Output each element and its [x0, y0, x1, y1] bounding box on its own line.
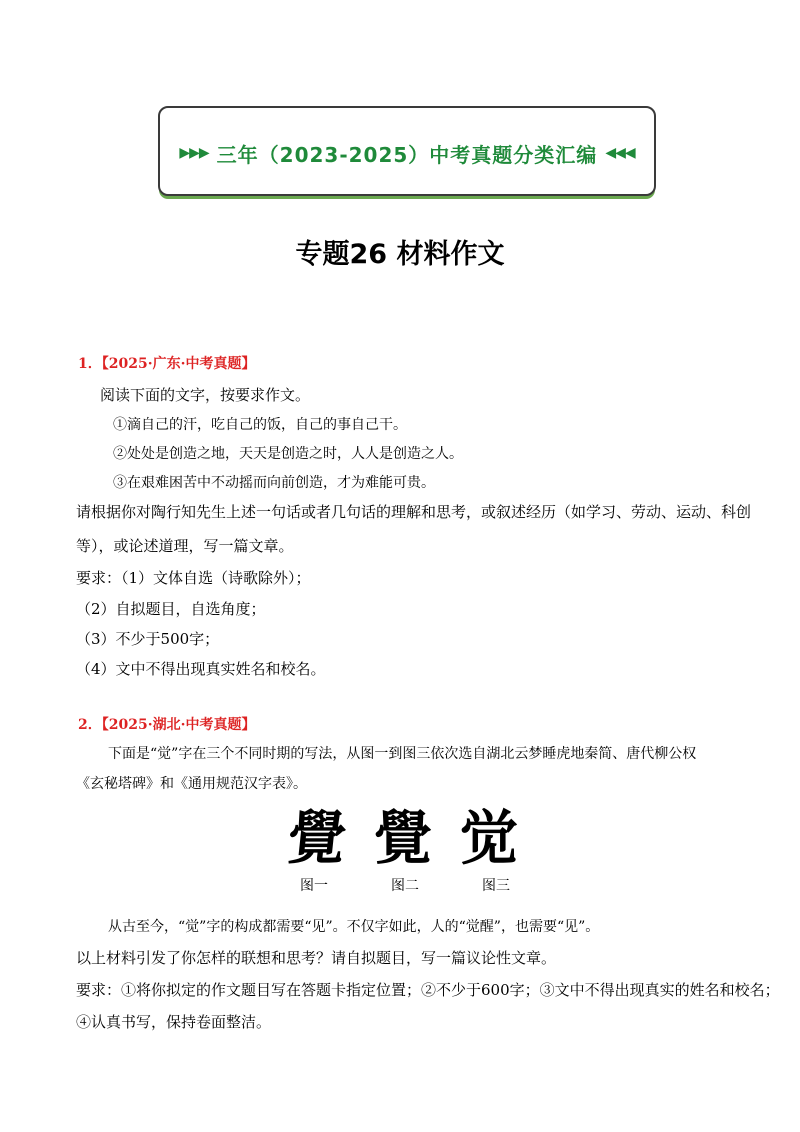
q1-quote-3: ③在艰难困苦中不动摇而向前创造，才为难能可贵。: [113, 475, 435, 491]
q1-quote-2: ②处处是创造之地，天天是创造之时，人人是创造之人。: [113, 446, 463, 462]
caption-figure-2: 图二: [391, 878, 419, 894]
caption-figure-1: 图一: [300, 878, 328, 894]
q1-requirement-1: 要求：（1）文体自选（诗歌除外）；: [76, 569, 311, 587]
q1-quote-1: ①滴自己的汗，吃自己的饭，自己的事自己干。: [113, 417, 407, 433]
caption-figure-3: 图三: [482, 878, 510, 894]
header-banner: [158, 106, 656, 196]
q1-intro: 阅读下面的文字，按要求作文。: [100, 386, 311, 404]
q1-heading: 1．【2025·广东·中考真题】: [78, 356, 256, 372]
page-title: 专题26 材料作文: [295, 239, 505, 270]
q2-prompt: 以上材料引发了你怎样的联想和思考？请自拟题目，写一篇议论性文章。: [76, 949, 557, 967]
q1-prompt-line-2: 等），或论述道理，写一篇文章。: [76, 537, 294, 555]
q2-requirement-line-2: ④认真书写，保持卷面整洁。: [76, 1013, 272, 1031]
glyph-figure-3: 觉: [459, 804, 518, 872]
banner-content: [160, 136, 654, 170]
q1-requirement-3: （3）不少于500字；: [76, 630, 220, 648]
q2-requirement-line-1: 要求：①将你拟定的作文题目写在答题卡指定位置；②不少于600字；③文中不得出现真实的姓名和校名；: [76, 981, 780, 999]
glyph-figure-1: 覺: [284, 804, 350, 872]
banner-title: 三年（2023-2025）中考真题分类汇编: [216, 142, 598, 167]
q2-intro-line-2: 《玄秘塔碑》和《通用规范汉字表》。: [76, 776, 307, 792]
q1-requirement-4: （4）文中不得出现真实姓名和校名。: [76, 660, 326, 678]
left-triple-arrow-icon: ◀◀◀: [605, 145, 635, 161]
q2-heading: 2．【2025·湖北·中考真题】: [78, 717, 256, 733]
q2-material: 从古至今，“觉”字的构成都需要“见”。不仅字如此，人的“觉醒”，也需要“见”。: [108, 919, 600, 935]
q1-prompt-line-1: 请根据你对陶行知先生上述一句话或者几句话的理解和思考，或叙述经历（如学习、劳动、运动、科创: [76, 503, 752, 521]
glyph-figure-2: 覺: [373, 804, 432, 872]
right-triple-arrow-icon: ▶▶▶: [179, 145, 209, 161]
q1-requirement-2: （2）自拟题目，自选角度；: [76, 600, 266, 618]
q2-intro-line-1: 下面是“觉”字在三个不同时期的写法，从图一到图三依次选自湖北云梦睡虎地秦简、唐代柳公权: [108, 746, 697, 762]
glyph-figures: [284, 800, 518, 876]
glyph-captions: [300, 875, 510, 895]
